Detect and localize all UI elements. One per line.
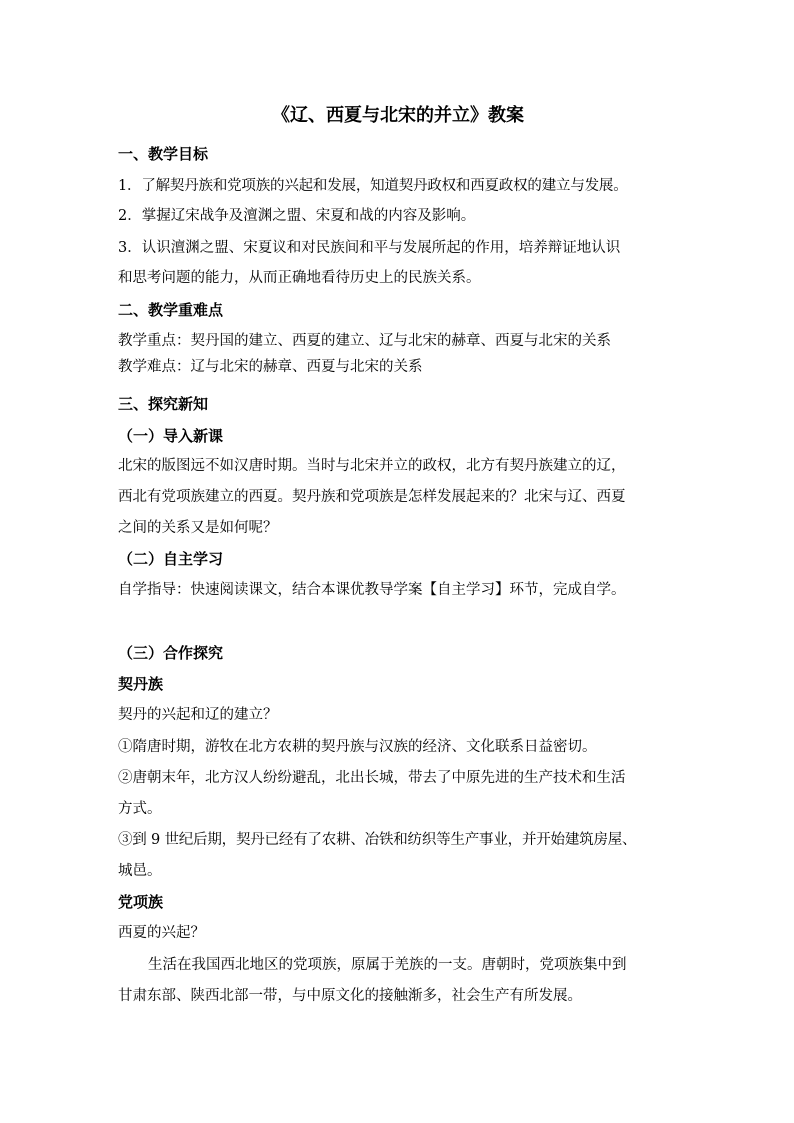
goal-item-2: 2．掌握辽宋战争及澶渊之盟、宋夏和战的内容及影响。 (118, 208, 476, 224)
section-heading-key-points: 二、教学重难点 (118, 301, 224, 319)
intro-line-3: 之间的关系又是如何呢？ (118, 520, 278, 536)
khitan-point-1: ①隋唐时期，游牧在北方农耕的契丹族与汉族的经济、文化联系日益密切。 (118, 739, 597, 755)
goal-item-3: 3．认识澶渊之盟、宋夏议和对民族间和平与发展所起的作用，培养辩证地认识 (118, 240, 621, 256)
self-study-text: 自学指导：快速阅读课文，结合本课优教导学案【自主学习】环节，完成自学。 (118, 582, 626, 598)
dangxiang-question: 西夏的兴起？ (118, 925, 205, 941)
section-heading-explore: 三、探究新知 (118, 395, 209, 413)
subsection-heading-intro: （一）导入新课 (118, 427, 224, 445)
subsection-heading-self-study: （二）自主学习 (118, 550, 224, 568)
khitan-heading: 契丹族 (118, 675, 164, 693)
dangxiang-heading: 党项族 (118, 893, 164, 911)
key-point-text: 教学重点：契丹国的建立、西夏的建立、辽与北宋的赫章、西夏与北宋的关系 (118, 333, 611, 349)
intro-line-1: 北宋的版图远不如汉唐时期。当时与北宋并立的政权，北方有契丹族建立的辽， (118, 458, 626, 474)
intro-line-2: 西北有党项族建立的西夏。契丹族和党项族是怎样发展起来的？北宋与辽、西夏 (118, 489, 626, 505)
khitan-point-3: ③到 9 世纪后期，契丹已经有了农耕、冶铁和纺织等生产事业，并开始建筑房屋、 (118, 832, 637, 848)
dangxiang-line-1: 生活在我国西北地区的党项族，原属于羌族的一支。唐朝时，党项族集中到 (148, 957, 627, 973)
khitan-question: 契丹的兴起和辽的建立？ (118, 707, 278, 723)
khitan-point-3-cont: 城邑。 (118, 863, 162, 879)
khitan-point-2: ②唐朝末年，北方汉人纷纷避乱，北出长城，带去了中原先进的生产技术和生活 (118, 770, 626, 786)
dangxiang-line-2: 甘肃东部、陕西北部一带，与中原文化的接触渐多，社会生产有所发展。 (118, 988, 582, 1004)
goal-item-1: 1．了解契丹族和党项族的兴起和发展，知道契丹政权和西夏政权的建立与发展。 (118, 178, 628, 194)
difficult-point-text: 教学难点：辽与北宋的赫章、西夏与北宋的关系 (118, 359, 423, 375)
khitan-point-2-cont: 方式。 (118, 801, 162, 817)
document-title: 《辽、西夏与北宋的并立》教案 (272, 105, 524, 126)
subsection-heading-cooperation: （三）合作探究 (118, 644, 224, 662)
goal-item-3-cont: 和思考问题的能力，从而正确地看待历史上的民族关系。 (118, 270, 481, 286)
section-heading-goals: 一、教学目标 (118, 145, 209, 163)
